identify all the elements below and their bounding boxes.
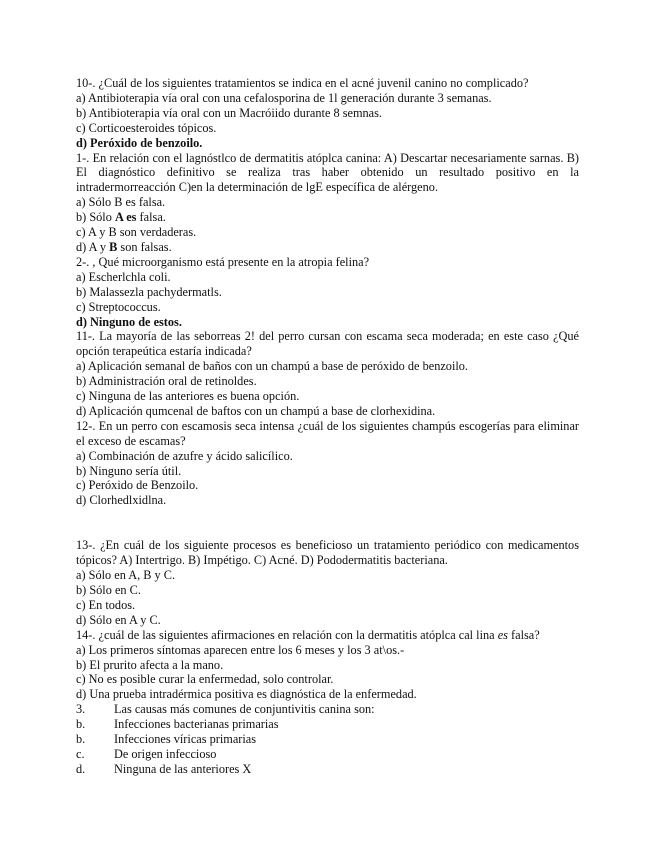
option: c) Streptococcus. bbox=[76, 299, 161, 314]
option-letter: b. bbox=[76, 732, 86, 747]
option: b) Administración oral de retinoldes. bbox=[76, 374, 257, 389]
option: c) Peróxido de Benzoilo. bbox=[76, 478, 199, 493]
question-11 bbox=[76, 329, 579, 418]
question-13 bbox=[76, 538, 579, 627]
option-suffix: son falsas. bbox=[117, 239, 172, 254]
option: b) El prurito afecta a la mano. bbox=[76, 657, 224, 672]
question-body: Las causas más comunes de conjuntivitis canina son: bbox=[114, 702, 375, 717]
option: c) No es posible curar la enfermedad, solo controlar. bbox=[76, 672, 334, 687]
option bbox=[76, 717, 579, 732]
option: a) Los primeros síntomas aparecen entre los 6 meses y los 3 at\os.- bbox=[76, 642, 405, 657]
question-text bbox=[76, 628, 579, 643]
option bbox=[76, 240, 579, 255]
question-12 bbox=[76, 419, 579, 508]
option-text: Infecciones bacterianas primarias bbox=[114, 717, 279, 732]
option-suffix: falsa. bbox=[136, 210, 166, 225]
option: c) Ninguna de las anteriores es buena opción. bbox=[76, 389, 300, 404]
option-bold: A es bbox=[114, 210, 137, 225]
option: b) Antibioterapia vía oral con un Macróiido durante 8 semnas. bbox=[76, 105, 382, 120]
question-prefix: 14-. ¿cuál de las siguientes afirmaciones en relación con la dermatitis atóplca cal lina bbox=[76, 627, 498, 642]
question-14 bbox=[76, 628, 579, 703]
option-text: Ninguna de las anteriores X bbox=[114, 761, 252, 776]
question-text: 12-. En un perro con escamosis seca intensa ¿cuál de los siguientes champús escogerías para eliminar el exceso de escamas? bbox=[76, 418, 579, 448]
option: d) Aplicación qumcenal de baftos con un champú a base de clorhexidina. bbox=[76, 403, 436, 418]
option: d) Sólo en A y C. bbox=[76, 612, 161, 627]
question-text: 2-. , Qué microorganismo está presente en la atropia felina? bbox=[76, 254, 370, 269]
question-emphasis: es bbox=[497, 627, 508, 642]
question-text: 10-. ¿Cuál de los siguientes tratamientos se indica en el acné juvenil canino no complicado? bbox=[76, 76, 529, 90]
option: a) Sólo en A, B y C. bbox=[76, 568, 176, 583]
option: d) Clorhedlxidlna. bbox=[76, 493, 167, 508]
option: b) Malassezla pachydermatls. bbox=[76, 284, 222, 299]
option-letter: c. bbox=[76, 746, 85, 761]
option: a) Aplicación semanal de baños con un champú a base de peróxido de benzoilo. bbox=[76, 359, 468, 374]
question-text: 11-. La mayoría de las seborreas 2! del perro cursan con escama seca moderada; en este caso ¿Qué opción terapeútica estaría indicada? bbox=[76, 329, 579, 359]
question-text bbox=[76, 702, 579, 717]
question-3 bbox=[76, 702, 579, 777]
option-letter: b. bbox=[76, 717, 86, 732]
option: b) Ninguno sería útil. bbox=[76, 463, 182, 478]
section-gap bbox=[76, 508, 579, 538]
option: a) Escherlchla coli. bbox=[76, 269, 171, 284]
option-prefix: b) Sólo bbox=[76, 210, 115, 225]
option: d) Una prueba intradérmica positiva es diagnóstica de la enfermedad. bbox=[76, 687, 417, 702]
option-text: Infecciones víricas primarias bbox=[114, 732, 257, 747]
question-2 bbox=[76, 255, 579, 330]
question-10 bbox=[76, 76, 579, 151]
question-text: 1-. En relación con el lagnóstlco de dermatitis atóplca canina: A) Descartar necesariamente sarnas. B) El diagnóstico definitivo se realiza tras haber obtenido un resultado positivo en la intradermorreacción C)en la determinación de lgE específica de alérgeno. bbox=[76, 150, 579, 195]
question-text: 13-. ¿En cuál de los siguiente procesos es beneficioso un tratamiento periódico con medicamentos tópicos? A) Intertrigo. B) Impétigo. C) Acné. D) Pododermatitis bacteriana. bbox=[76, 538, 579, 568]
option: a) Combinación de azufre y ácido salicílico. bbox=[76, 448, 293, 463]
option: c) En todos. bbox=[76, 597, 136, 612]
question-1 bbox=[76, 151, 579, 255]
option: a) Sólo B es falsa. bbox=[76, 195, 166, 210]
option-text: De origen infeccioso bbox=[114, 746, 217, 761]
option bbox=[76, 210, 579, 225]
option bbox=[76, 747, 579, 762]
option-answer: d) Ninguno de estos. bbox=[76, 314, 182, 329]
option-prefix: d) A y bbox=[76, 239, 110, 254]
option bbox=[76, 732, 579, 747]
option: b) Sólo en C. bbox=[76, 583, 141, 597]
option-letter: d. bbox=[76, 761, 86, 776]
option-answer: d) Peróxido de benzoilo. bbox=[76, 135, 203, 150]
option: c) A y B son verdaderas. bbox=[76, 225, 197, 240]
option: a) Antibioterapia vía oral con una cefalosporina de 1l generación durante 3 semanas. bbox=[76, 90, 492, 105]
option: c) Corticoesteroides tópicos. bbox=[76, 120, 217, 135]
question-number: 3. bbox=[76, 702, 86, 717]
option bbox=[76, 762, 579, 777]
option-bold: B bbox=[109, 239, 118, 254]
question-suffix: falsa? bbox=[507, 627, 540, 642]
